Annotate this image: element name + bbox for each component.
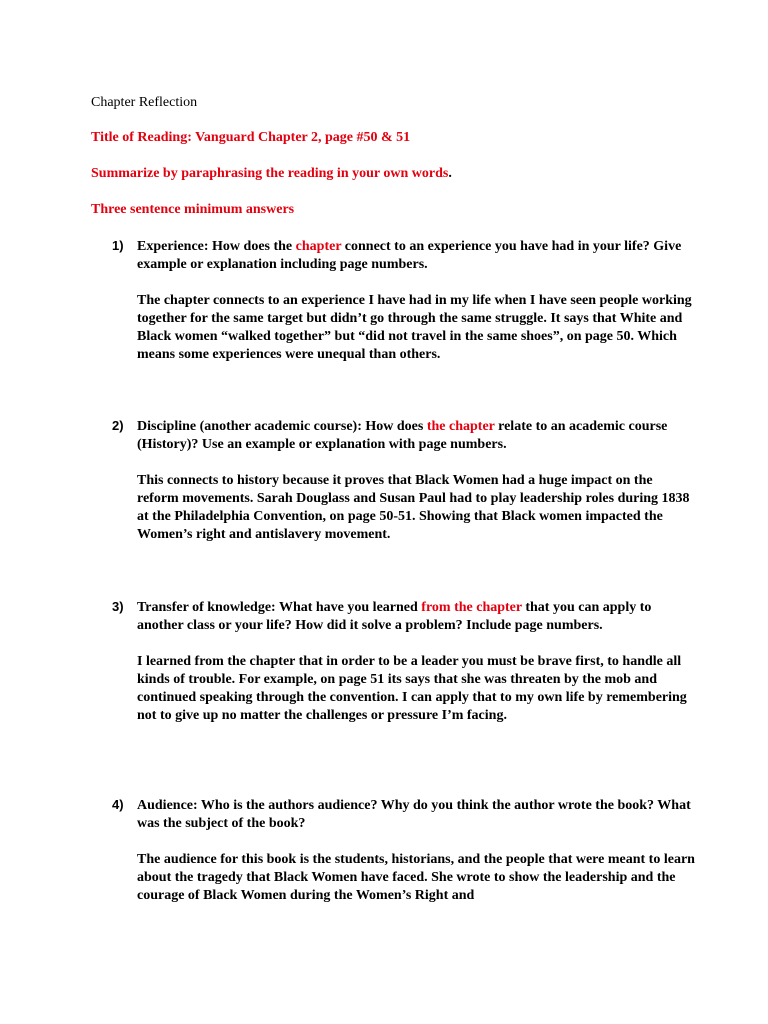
question-number: 1) — [112, 238, 124, 253]
reading-title: Title of Reading: Vanguard Chapter 2, page #50 & 51 — [91, 130, 411, 145]
question-highlight: from the chapter — [421, 600, 522, 615]
question-text — [137, 418, 697, 454]
question-number: 4) — [112, 797, 124, 812]
question-number: 3) — [112, 599, 124, 614]
question-prefix: Transfer of knowledge: What have you learned — [137, 600, 422, 615]
answer-text: The chapter connects to an experience I have had in my life when I have seen people working together for the same target but didn’t go through the same struggle. It says that White and Black women “walked together” but “did not travel in the same shoes”, on page 50. Which means some experiences were unequal than others. — [137, 293, 692, 362]
question-number: 2) — [112, 418, 124, 433]
question-suffix: that you can apply to another class or your life? How did it solve a problem? Include page numbers. — [137, 600, 652, 633]
question-highlight: chapter — [295, 239, 342, 254]
question-suffix: connect to an experience you have had in your life? Give example or explanation including page numbers. — [137, 239, 682, 272]
answer-text: I learned from the chapter that in order to be a leader you must be brave first, to handle all kinds of trouble. For example, on page 51 its says that she was threaten by the mob and continued speaking through the convention. I can apply that to my own life by remembering not to give up no matter the challenges or pressure I’m facing. — [137, 654, 687, 723]
question-text — [137, 797, 697, 833]
question-prefix: Audience: Who is the authors audience? Why do you think the author wrote the book? What was the subject of the book? — [137, 798, 691, 831]
summarize-period: . — [448, 166, 452, 181]
page-title: Chapter Reflection — [91, 95, 198, 110]
question-text — [137, 238, 697, 274]
summarize-instruction — [91, 165, 452, 183]
question-suffix: relate to an academic course (History)? Use an example or explanation with page numbers. — [137, 419, 668, 452]
question-text — [137, 599, 697, 635]
question-prefix: Experience: How does the — [137, 239, 296, 254]
answer-text: The audience for this book is the students, historians, and the people that were meant to learn about the tragedy that Black Women have faced. She wrote to show the leadership and the courage of Black Women during the Women’s Right and — [137, 852, 695, 903]
answer-text: This connects to history because it proves that Black Women had a huge impact on the reform movements. Sarah Douglass and Susan Paul had to play leadership roles during 1838 at the Philadelphia Convention, on page 50-51. Showing that Black women impacted the Women’s right and antislavery movement. — [137, 473, 690, 542]
summarize-text: Summarize by paraphrasing the reading in your own words — [91, 166, 449, 181]
minimum-answers-note: Three sentence minimum answers — [91, 202, 295, 217]
question-highlight: the chapter — [426, 419, 495, 434]
question-prefix: Discipline (another academic course): How does — [137, 419, 427, 434]
